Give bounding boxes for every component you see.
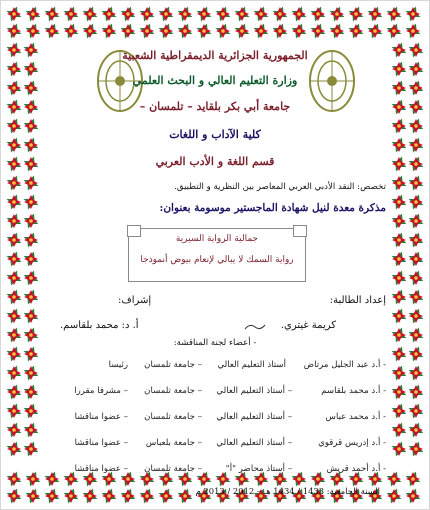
member-rank: – أستاذ التعليم العالي [216,386,292,396]
poinsettia-flower-icon [23,469,44,490]
poinsettia-flower-icon [21,116,42,137]
poinsettia-flower-icon [4,439,25,460]
supervision-label: إشراف: [118,295,152,306]
poinsettia-flower-icon [4,401,25,422]
poinsettia-flower-icon [4,325,25,346]
poinsettia-flower-icon [308,4,329,25]
poinsettia-flower-icon [232,21,253,42]
poinsettia-flower-icon [194,4,215,25]
poinsettia-flower-icon [4,21,25,42]
poinsettia-flower-icon [389,97,410,118]
member-rank: – أستاذ محاضر "أ" [225,464,292,474]
member-name: - أ.د عبد الجليل مرتاض [303,360,386,370]
poinsettia-flower-icon [406,211,427,232]
poinsettia-flower-icon [4,154,25,175]
poinsettia-flower-icon [389,420,410,441]
poinsettia-flower-icon [21,154,42,175]
poinsettia-flower-icon [406,382,427,403]
poinsettia-flower-icon [21,306,42,327]
poinsettia-flower-icon [384,4,405,25]
poinsettia-flower-icon [4,306,25,327]
poinsettia-flower-icon [213,21,234,42]
poinsettia-flower-icon [118,4,139,25]
committee-row [44,360,386,374]
poinsettia-flower-icon [21,344,42,365]
poinsettia-flower-icon [389,401,410,422]
poinsettia-flower-icon [270,4,291,25]
member-university: – جامعة تلمسان [144,464,202,474]
poinsettia-flower-icon [406,401,427,422]
poinsettia-flower-icon [99,4,120,25]
poinsettia-flower-icon [23,4,44,25]
poinsettia-flower-icon [4,363,25,384]
poinsettia-flower-icon [21,59,42,80]
poinsettia-flower-icon [156,4,177,25]
member-role: رئيسا [108,360,128,370]
committee-row [44,386,386,400]
poinsettia-flower-icon [406,59,427,80]
poinsettia-flower-icon [21,268,42,289]
poinsettia-flower-icon [21,401,42,422]
poinsettia-flower-icon [389,116,410,137]
poinsettia-flower-icon [80,4,101,25]
poinsettia-flower-icon [406,249,427,270]
member-name: - أ.د إدريس قرقوي [318,438,386,448]
poinsettia-flower-icon [42,21,63,42]
department-name: قسم اللغة و الأدب العربي [155,155,275,168]
poinsettia-flower-icon [406,230,427,251]
committee-row [44,412,386,426]
poinsettia-flower-icon [4,344,25,365]
poinsettia-flower-icon [21,173,42,194]
poinsettia-flower-icon [80,21,101,42]
poinsettia-flower-icon [406,135,427,156]
member-role: – مشرفا مقررا [74,386,128,396]
poinsettia-flower-icon [403,469,424,490]
member-university: – جامعة تلمسان [144,360,202,370]
poinsettia-flower-icon [21,135,42,156]
poinsettia-flower-icon [346,21,367,42]
poinsettia-flower-icon [4,192,25,213]
poinsettia-flower-icon [99,21,120,42]
poinsettia-flower-icon [308,21,329,42]
poinsettia-flower-icon [118,21,139,42]
poinsettia-flower-icon [21,439,42,460]
poinsettia-flower-icon [251,21,272,42]
member-university: – جامعة تلمسان [144,412,202,422]
poinsettia-flower-icon [4,420,25,441]
thesis-title-line2: رواية السمك لا يبالي لإنعام بيوض أنموذجا [140,255,294,265]
poinsettia-flower-icon [365,4,386,25]
poinsettia-flower-icon [4,116,25,137]
poinsettia-flower-icon [21,363,42,384]
poinsettia-flower-icon [4,4,25,25]
poinsettia-flower-icon [389,249,410,270]
poinsettia-flower-icon [403,486,424,507]
poinsettia-flower-icon [389,59,410,80]
poinsettia-flower-icon [4,287,25,308]
poinsettia-flower-icon [137,4,158,25]
poinsettia-flower-icon [21,40,42,61]
poinsettia-flower-icon [346,4,367,25]
poinsettia-flower-icon [194,21,215,42]
poinsettia-flower-icon [21,382,42,403]
poinsettia-flower-icon [4,486,25,507]
poinsettia-flower-icon [21,287,42,308]
poinsettia-flower-icon [289,21,310,42]
poinsettia-flower-icon [175,21,196,42]
thesis-title-line1: جمالية الرواية السيرية [175,234,259,244]
thesis-title-box [128,228,306,282]
poinsettia-flower-icon [406,344,427,365]
poinsettia-flower-icon [384,469,405,490]
poinsettia-flower-icon [406,420,427,441]
poinsettia-flower-icon [389,344,410,365]
committee-title: - أعضاء لجنة المناقشة: [173,338,257,348]
poinsettia-flower-icon [403,4,424,25]
student-ornament-icon [244,323,266,331]
poinsettia-flower-icon [389,40,410,61]
poinsettia-flower-icon [389,306,410,327]
student-name: كريمة غيتري. [280,320,336,331]
poinsettia-flower-icon [406,40,427,61]
specialty-line: تخصص: النقد الأدبي العربي المعاصر بين النظرية و التطبيق. [174,182,386,192]
poinsettia-flower-icon [232,4,253,25]
poinsettia-flower-icon [4,78,25,99]
poinsettia-flower-icon [61,21,82,42]
poinsettia-flower-icon [389,173,410,194]
poinsettia-flower-icon [4,249,25,270]
poinsettia-flower-icon [42,4,63,25]
member-name: - أ.د محمد بلقاسم [321,386,386,396]
poinsettia-flower-icon [327,4,348,25]
poinsettia-flower-icon [4,268,25,289]
poinsettia-flower-icon [389,192,410,213]
poinsettia-flower-icon [384,486,405,507]
poinsettia-flower-icon [4,382,25,403]
poinsettia-flower-icon [406,325,427,346]
poinsettia-flower-icon [23,486,44,507]
poinsettia-flower-icon [156,21,177,42]
academic-year: السنة الجامعية: 1433 / 1434 هـ – 2012 / 2013 م [195,486,380,496]
republic-title: الجمهورية الجزائرية الديمقراطية الشعبية [122,49,308,62]
poinsettia-flower-icon [4,59,25,80]
title-page [44,40,386,500]
poinsettia-flower-icon [21,78,42,99]
poinsettia-flower-icon [403,21,424,42]
poinsettia-flower-icon [4,40,25,61]
poinsettia-flower-icon [389,78,410,99]
poinsettia-flower-icon [389,325,410,346]
poinsettia-flower-icon [61,4,82,25]
member-role: – عضوا مناقشا [74,438,128,448]
poinsettia-flower-icon [406,306,427,327]
poinsettia-flower-icon [406,363,427,384]
poinsettia-flower-icon [4,135,25,156]
poinsettia-flower-icon [289,4,310,25]
poinsettia-flower-icon [21,211,42,232]
poinsettia-flower-icon [23,21,44,42]
member-rank: – أستاذ التعليم العالي [216,412,292,422]
ministry-title: وزارة التعليم العالي و البحث العلمي [132,74,298,87]
member-role: – عضوا مناقشا [74,464,128,474]
poinsettia-flower-icon [327,21,348,42]
poinsettia-flower-icon [21,325,42,346]
poinsettia-flower-icon [406,173,427,194]
member-name: - أ.د محمد عباس [325,412,386,422]
poinsettia-flower-icon [4,211,25,232]
poinsettia-flower-icon [389,439,410,460]
poinsettia-flower-icon [406,97,427,118]
poinsettia-flower-icon [389,154,410,175]
poinsettia-flower-icon [406,192,427,213]
poinsettia-flower-icon [406,287,427,308]
poinsettia-flower-icon [137,21,158,42]
prepared-by-label: إعداد الطالبة: [329,295,386,306]
poinsettia-flower-icon [4,97,25,118]
poinsettia-flower-icon [389,135,410,156]
poinsettia-flower-icon [21,230,42,251]
poinsettia-flower-icon [21,420,42,441]
poinsettia-flower-icon [406,116,427,137]
poinsettia-flower-icon [389,268,410,289]
member-rank: أستاذ التعليم العالي [217,360,286,370]
poinsettia-flower-icon [406,78,427,99]
member-role: – عضوا مناقشا [74,412,128,422]
poinsettia-flower-icon [4,173,25,194]
poinsettia-flower-icon [389,382,410,403]
faculty-name: كلية الآداب و اللغات [169,128,261,141]
poinsettia-flower-icon [251,4,272,25]
poinsettia-flower-icon [21,249,42,270]
poinsettia-flower-icon [384,21,405,42]
poinsettia-flower-icon [175,4,196,25]
memo-intro: مذكرة معدة لنيل شهادة الماجستير موسومة بعنوان: [159,202,386,214]
poinsettia-flower-icon [406,154,427,175]
poinsettia-flower-icon [21,97,42,118]
poinsettia-flower-icon [389,230,410,251]
member-university: – جامعة تلمسان [144,386,202,396]
poinsettia-flower-icon [406,268,427,289]
poinsettia-flower-icon [4,469,25,490]
university-name: جامعة أبي بكر بلقايد – تلمسان – [139,100,291,113]
poinsettia-flower-icon [389,287,410,308]
poinsettia-flower-icon [365,21,386,42]
poinsettia-flower-icon [389,363,410,384]
poinsettia-flower-icon [406,439,427,460]
member-name: - أ.د أحمد قريش [326,464,386,474]
poinsettia-flower-icon [4,230,25,251]
member-rank: – أستاذ التعليم العالي [216,438,292,448]
member-university: – جامعة بلعباس [145,438,202,448]
poinsettia-flower-icon [389,211,410,232]
committee-row [44,438,386,452]
poinsettia-flower-icon [270,21,291,42]
committee-row [44,464,386,478]
poinsettia-flower-icon [21,192,42,213]
poinsettia-flower-icon [213,4,234,25]
supervisor-name: أ. د: محمد بلقاسم. [60,320,139,331]
